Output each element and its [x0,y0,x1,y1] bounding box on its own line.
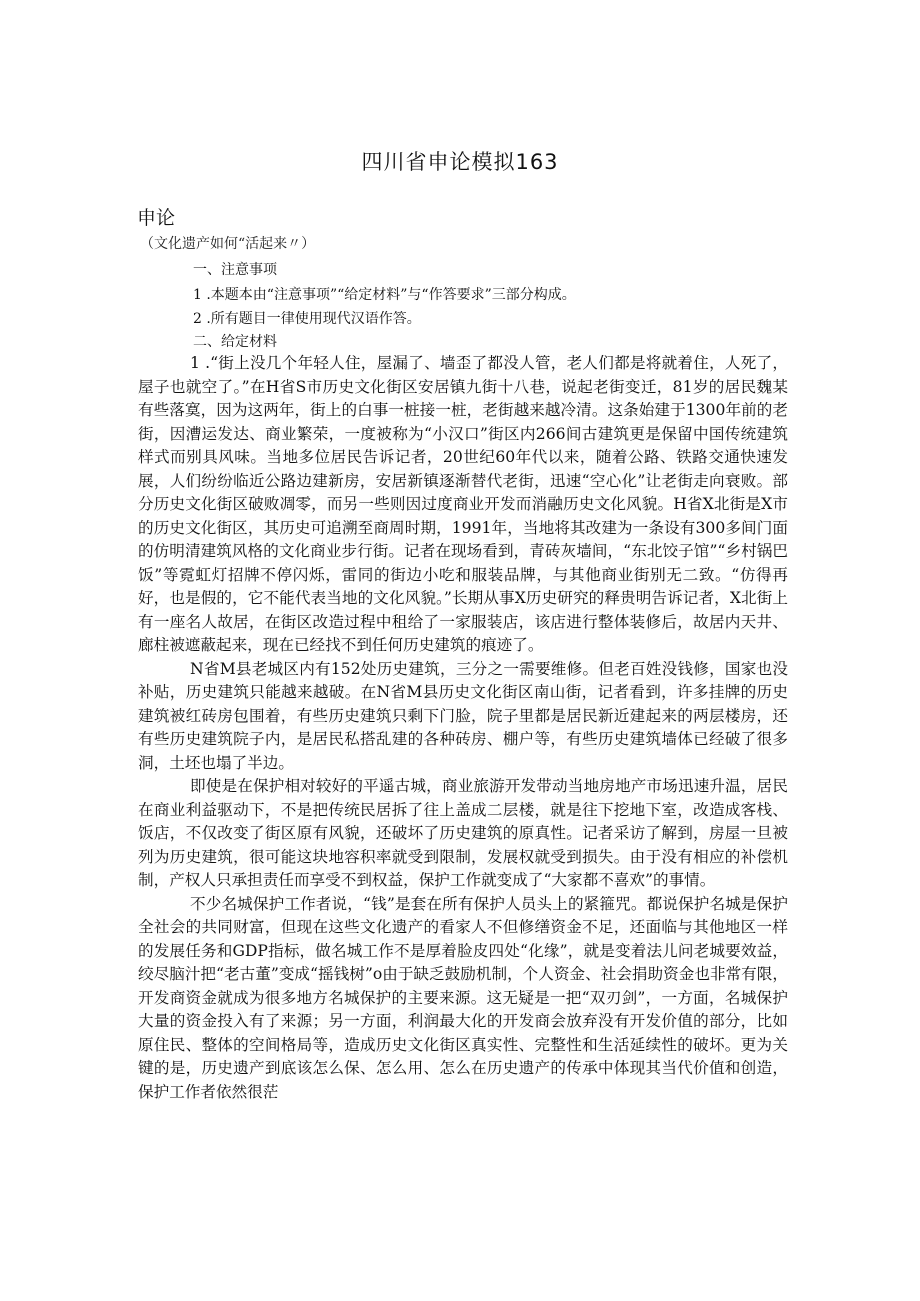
document-title: 四川省申论模拟163 [361,150,559,174]
material-paragraph: 即使是在保护相对较好的平遥古城，商业旅游开发带动当地房地产市场迅速升温，居民在商业利益驱动下，不是把传统民居拆了往上盖成二层楼，就是往下挖地下室，改造成客栈、饭店，不仅改变了街区原有风貌，还破坏了历史建筑的原真性。记者采访了解到，房屋一旦被列为历史建筑，很可能这块地容积率就受到限制，发展权就受到损失。由于没有相应的补偿机制，产权人只承担责任而享受不到权益，保护工作就变成了“大家都不喜欢”的事情。 [138,777,788,889]
material-paragraph: N省M县老城区内有152处历史建筑，三分之一需要维修。但老百姓没钱修，国家也没补贴，历史建筑只能越来越破。在N省M县历史文化街区南山街，记者看到，许多挂牌的历史建筑被红砖房包围着，有些历史建筑只剩下门脸，院子里都是居民新近建起来的两层楼房，还有些历史建筑院子内，是居民私搭乱建的各种砖房、棚户等，有些历史建筑墙体已经破了很多洞，土坯也塌了半边。 [138,659,788,772]
section-heading: 申论 [137,207,176,229]
materials-body [138,352,788,1104]
notes-heading: 一、注意事项 [193,262,277,278]
note-item-2: 2 .所有题目一律使用现代汉语作答。 [193,311,421,327]
note-item-1: 1 .本题本由“注意事项”“给定材料”与“作答要求”三部分构成。 [193,287,576,303]
materials-heading: 二、给定材料 [193,334,277,350]
material-paragraph: 不少名城保护工作者说，“钱”是套在所有保护人员头上的紧箍咒。都说保护名城是保护全社会的共同财富，但现在这些文化遗产的看家人不但修缮资金不足，还面临与其他地区一样的发展任务和GDP指标，做名城工作不是厚着脸皮四处“化缘”，就是变着法儿问老城要效益，绞尽脑汁把“老古董”变成“摇钱树”o由于缺乏鼓励机制，个人资金、社会捐助资金也非常有限，开发商资金就成为很多地方名城保护的主要来源。这无疑是一把“双刃剑”，一方面，名城保护大量的资金投入有了来源；另一方面，利润最大化的开发商会放弃没有开发价值的部分，比如原住民、整体的空间格局等，造成历史文化街区真实性、完整性和生活延续性的破坏。更为关键的是，历史遗产到底该怎么保、怎么用、怎么在历史遗产的传承中体现其当代价值和创造，保护工作者依然很茫 [138,894,788,1101]
material-paragraph: 1 .“街上没几个年轻人住，屋漏了、墙歪了都没人管，老人们都是将就着住，人死了，屋子也就空了。”在H省S市历史文化街区安居镇九街十八巷，说起老街变迁，81岁的居民魏某有些落寞，因为这两年，街上的白事一桩接一桩，老街越来越冷清。这条始建于1300年前的老街，因漕运发达、商业繁荣，一度被称为“小汉口”街区内266间古建筑更是保留中国传统建筑样式而别具风味。当地多位居民告诉记者，20世纪60年代以来，随着公路、铁路交通快速发展，人们纷纷临近公路边建新房，安居新镇逐渐替代老街，迅速“空心化”让老街走向衰败。部分历史文化街区破败凋零，而另一些则因过度商业开发而消融历史文化风貌。H省X北街是X市的历史文化街区，其历史可追溯至商周时期，1991年，当地将其改建为一条设有300多间门面的仿明清建筑风格的文化商业步行街。记者在现场看到，青砖灰墙间，“东北饺子馆”“乡村锅巴饭”等霓虹灯招牌不停闪烁，雷同的街边小吃和服装品牌，与其他商业街别无二致。“仿得再好，也是假的，它不能代表当地的文化风貌。”长期从事X历史研究的释贵明告诉记者，X北街上有一座名人故居，在街区改造过程中租给了一家服装店，该店进行整体装修后，故居内天井、廊柱被遮蔽起来，现在已经找不到任何历史建筑的痕迹了。 [138,354,788,654]
subtitle: （文化遗产如何“活起来〃） [140,236,316,252]
